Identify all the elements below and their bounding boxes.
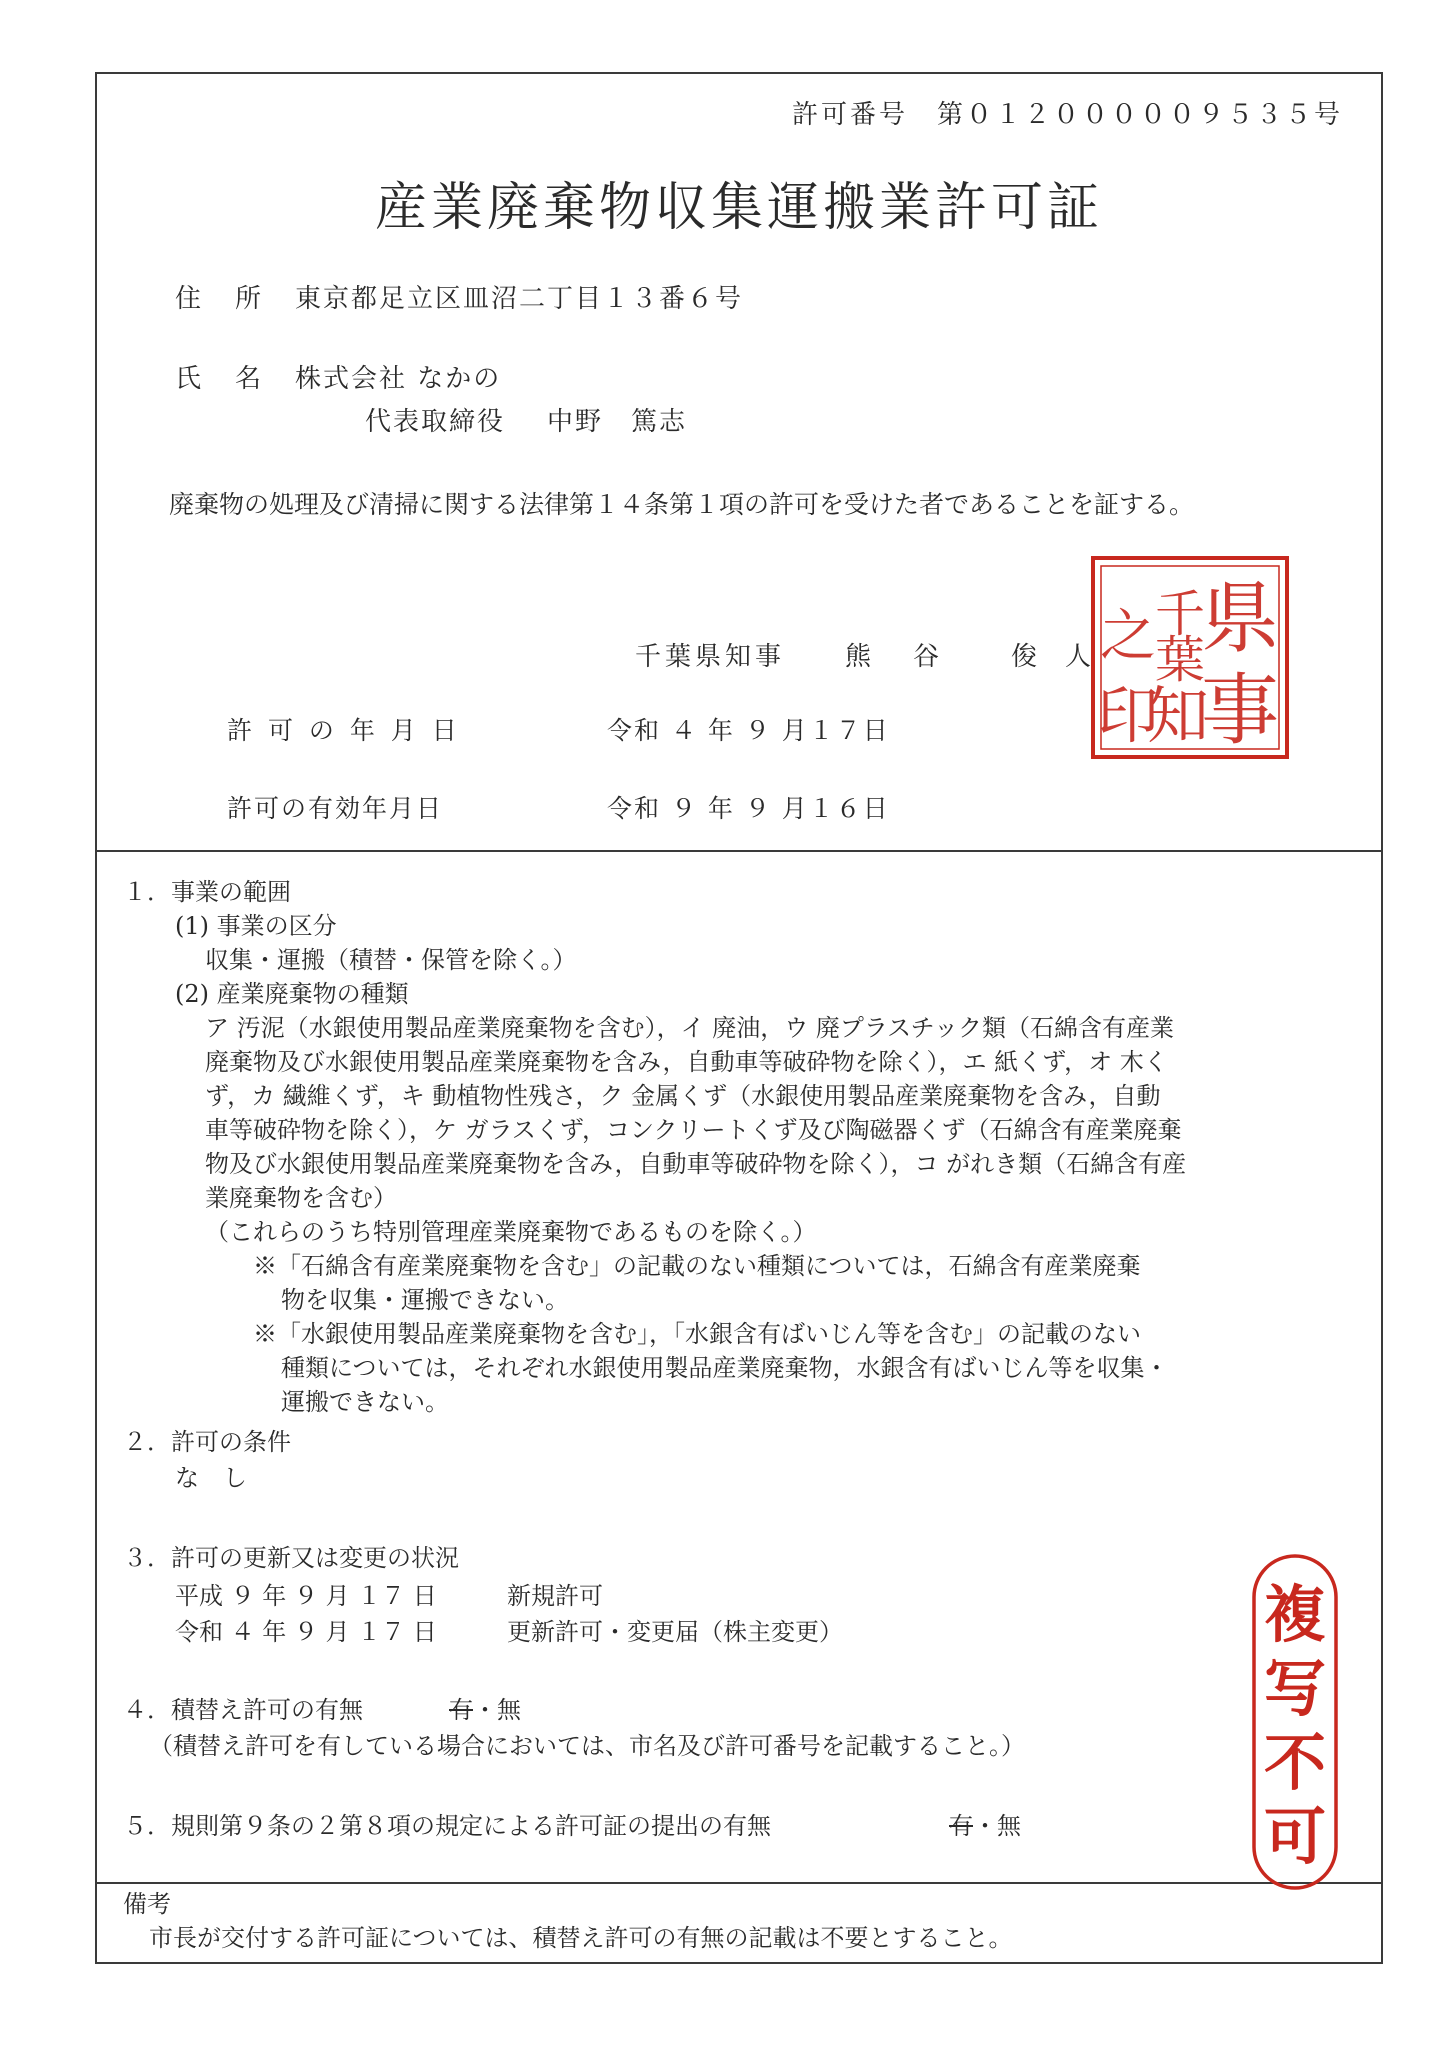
seal-glyph: 葉	[1155, 631, 1205, 689]
remarks-body: 市長が交付する許可証については、積替え許可の有無の記載は不要とすること。	[149, 1924, 1013, 1952]
stamp-char: 可	[1263, 1800, 1326, 1873]
certification-statement: 廃棄物の処理及び清掃に関する法律第１４条第１項の許可を受けた者であることを証する。	[169, 490, 1195, 519]
waste-types-line: ず，カ 繊維くず，キ 動植物性残さ，ク 金属くず（水銀使用製品産業廃棄物を含み，自動	[205, 1082, 1161, 1110]
permit-number	[792, 102, 1343, 128]
submission-option-no: 無	[997, 1812, 1021, 1840]
history-date: 令和 ４ 年 ９ 月 １７ 日	[175, 1618, 437, 1646]
transfer-option-yes: 有	[449, 1696, 473, 1724]
history-event: 新規許可	[507, 1582, 603, 1610]
stamp-text	[1250, 1578, 1340, 1874]
expiry-date-value: 令和 ９ 年 ９ 月１６日	[607, 794, 890, 823]
governor-seal	[1090, 555, 1290, 760]
issue-date-value: 令和 ４ 年 ９ 月１７日	[607, 716, 890, 745]
waste-types-line: ア 汚泥（水銀使用製品産業廃棄物を含む），イ 廃油，ウ 廃プラスチック類（石綿含有産業	[205, 1014, 1174, 1042]
section4-note: （積替え許可を有している場合においては、市名及び許可番号を記載すること。）	[149, 1732, 1025, 1760]
waste-types-line: 車等破砕物を除く），ケ ガラスくず，コンクリートくず及び陶磁器くず（石綿含有産業廃棄	[205, 1116, 1182, 1144]
waste-types-line: 廃棄物及び水銀使用製品産業廃棄物を含み，自動車等破砕物を除く），エ 紙くず，オ 木く	[205, 1048, 1168, 1076]
certificate-title: 産業廃棄物収集運搬業許可証	[374, 178, 1103, 238]
mercury-note-line: 種類については，それぞれ水銀使用製品産業廃棄物，水銀含有ばいじん等を収集・	[281, 1354, 1169, 1382]
address-label: 住 所	[175, 284, 266, 314]
copy-prohibited-stamp	[1250, 1552, 1340, 1892]
submission-options	[949, 1814, 1021, 1838]
section1-sub1-heading: (1) 事業の区分	[175, 912, 337, 940]
permit-number-label: 許可番号	[791, 100, 908, 130]
transfer-options	[449, 1698, 521, 1722]
divider-lower	[97, 1882, 1381, 1884]
stamp-char: 複	[1263, 1578, 1326, 1651]
section1-heading: １．事業の範囲	[123, 878, 291, 906]
section4-heading: ４．積替え許可の有無	[123, 1696, 363, 1724]
transfer-option-no: 無	[497, 1696, 521, 1724]
divider-upper	[97, 850, 1381, 852]
stamp-char: 写	[1263, 1652, 1326, 1725]
representative-title: 代表取締役	[365, 407, 506, 437]
waste-types-line: 物及び水銀使用製品産業廃棄物を含み，自動車等破砕物を除く），コ がれき類（石綿含有産	[205, 1150, 1187, 1178]
remarks-label: 備考	[123, 1890, 171, 1918]
seal-glyph: 之	[1100, 604, 1156, 669]
issuer-name-1: 熊	[845, 642, 872, 672]
asbestos-note-line: ※「石綿含有産業廃棄物を含む」の記載のない種類については，石綿含有産業廃棄	[253, 1252, 1141, 1280]
submission-option-yes: 有	[949, 1812, 973, 1840]
asbestos-note-line: 物を収集・運搬できない。	[281, 1286, 569, 1314]
section3-heading: ３．許可の更新又は変更の状況	[123, 1544, 459, 1572]
seal-glyph: 事	[1200, 666, 1280, 756]
special-waste-exclusion: （これらのうち特別管理産業廃棄物であるものを除く。）	[205, 1218, 817, 1246]
section2-body: な し	[175, 1464, 247, 1492]
seal-glyph: 印	[1096, 679, 1160, 752]
section2-heading: ２．許可の条件	[123, 1428, 291, 1456]
history-date: 平成 ９ 年 ９ 月 １７ 日	[175, 1582, 437, 1610]
section1-sub2-heading: (2) 産業廃棄物の種類	[175, 980, 409, 1008]
expiry-date-label: 許可の有効年月日	[227, 794, 444, 823]
submission-option-separator: ・	[973, 1812, 997, 1840]
mercury-note-line: 運搬できない。	[281, 1388, 449, 1416]
issuer-name-3: 俊	[1011, 642, 1038, 672]
issuer-name-4: 人	[1065, 642, 1092, 672]
stamp-char: 不	[1263, 1726, 1326, 1799]
seal-glyph: 知	[1146, 679, 1210, 752]
section5-heading: ５．規則第９条の２第８項の規定による許可証の提出の有無	[123, 1812, 771, 1840]
issuer-title: 千葉県知事	[635, 642, 786, 672]
seal-glyph: 千	[1155, 585, 1205, 643]
section1-sub1-body: 収集・運搬（積替・保管を除く。）	[205, 946, 577, 974]
address-value: 東京都足立区皿沼二丁目１３番６号	[295, 284, 744, 314]
waste-types-line: 業廃棄物を含む）	[205, 1184, 397, 1212]
seal-glyph: 県	[1200, 574, 1280, 664]
issue-date-label: 許 可 の 年 月 日	[227, 716, 461, 745]
permit-number-value: 第０１２０００００９５３５号	[936, 100, 1343, 130]
name-label: 氏 名	[175, 364, 266, 394]
representative-name: 中野 篤志	[547, 407, 688, 437]
company-name: 株式会社 なかの	[295, 364, 502, 394]
transfer-option-separator: ・	[473, 1696, 497, 1724]
issuer-name-2: 谷	[913, 642, 940, 672]
certificate-frame	[95, 72, 1383, 1964]
history-event: 更新許可・変更届（株主変更）	[507, 1618, 843, 1646]
mercury-note-line: ※「水銀使用製品産業廃棄物を含む」，「水銀含有ばいじん等を含む」の記載のない	[253, 1320, 1141, 1348]
